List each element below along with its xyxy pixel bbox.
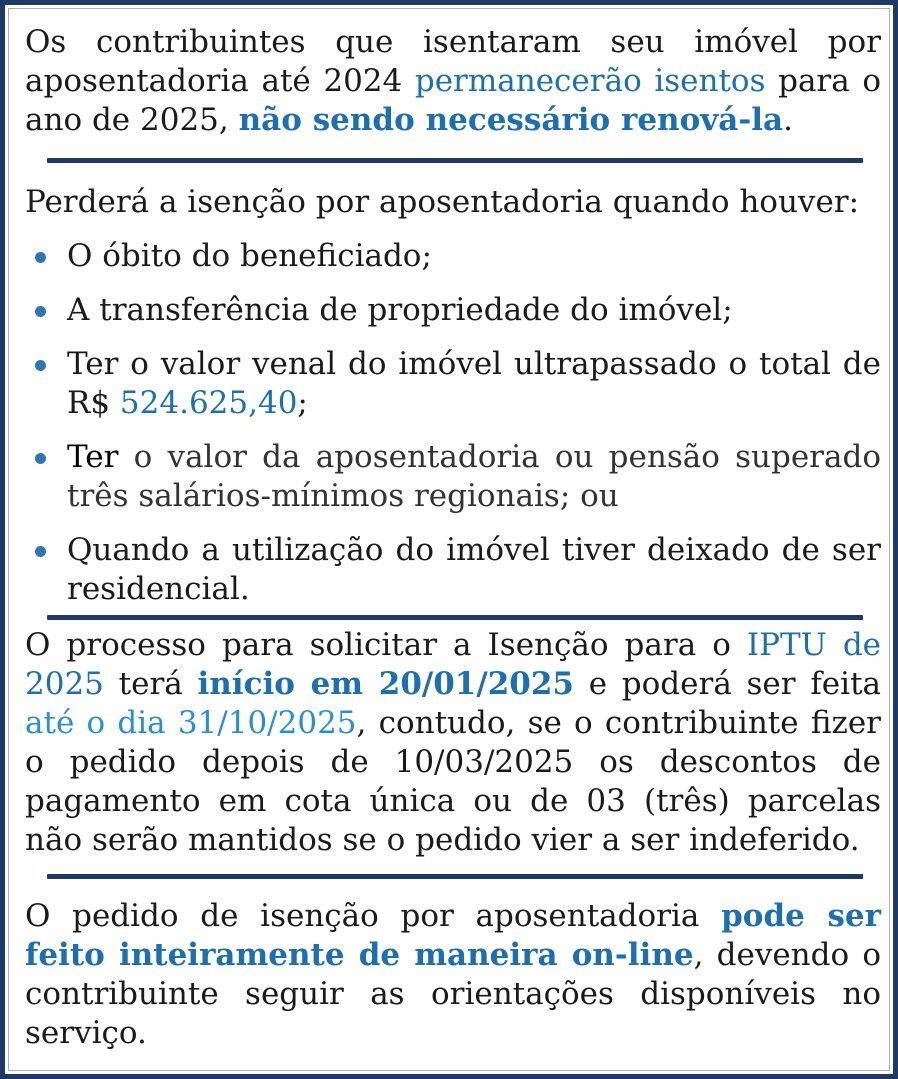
bullet-icon xyxy=(35,546,46,557)
paragraph-online-request: O pedido de isenção por aposentadoria pode ser feito inteiramente de maneira on-line, devendo o contribuinte seguir as orientações disponíveis no serviço. xyxy=(25,898,881,1051)
paragraph-request-process: O processo para solicitar a Isenção para o IPTU de 2025 terá início em 20/01/2025 e poderá ser feita até o dia 31/10/2025, contudo, se o contribuinte fizer o pedido depois de 10/03/2025 os descontos de pagamento em cota única ou de 03 (três) parcelas não serão mantidos se o pedido vier a ser indeferido. xyxy=(25,627,882,858)
divider xyxy=(47,874,863,879)
list-item: A transferência de propriedade do imóvel; xyxy=(25,291,881,330)
bullet-icon xyxy=(35,306,46,317)
value-threshold: 524.625,40 xyxy=(119,385,298,421)
bullet-icon xyxy=(35,360,46,371)
bullet-icon xyxy=(35,453,46,464)
list-item: Quando a utilização do imóvel tiver deixado de ser residencial. xyxy=(25,531,881,609)
bullet-icon xyxy=(35,252,46,263)
loss-conditions-list xyxy=(25,237,881,609)
content xyxy=(25,23,881,1053)
highlight-end-date: até o dia 31/10/2025 xyxy=(25,705,357,741)
paragraph-loss-intro: Perderá a isenção por aposentadoria quando houver: xyxy=(25,184,860,220)
highlight-online: pode ser feito inteiramente de maneira on-line xyxy=(25,898,881,973)
list-item: O óbito do beneficiado; xyxy=(25,237,881,276)
paragraph-exemption-continuation: Os contribuintes que isentaram seu imóvel por aposentadoria até 2024 permanecerão isentos para o ano de 2025, não sendo necessário renová-la. xyxy=(25,24,881,138)
highlight-iptu-year: IPTU de 2025 xyxy=(25,627,882,702)
highlight-start-date: início em 20/01/2025 xyxy=(197,666,574,702)
divider xyxy=(47,615,863,620)
highlight-remain-exempt: permanecerão isentos xyxy=(414,63,766,99)
highlight-no-renewal: não sendo necessário renová-la xyxy=(238,102,784,138)
list-item: Ter o valor venal do imóvel ultrapassado o total de R$ 524.625,40; xyxy=(25,345,881,423)
list-item: Ter o valor da aposentadoria ou pensão superado três salários-mínimos regionais; ou xyxy=(25,438,881,516)
divider xyxy=(47,158,863,163)
